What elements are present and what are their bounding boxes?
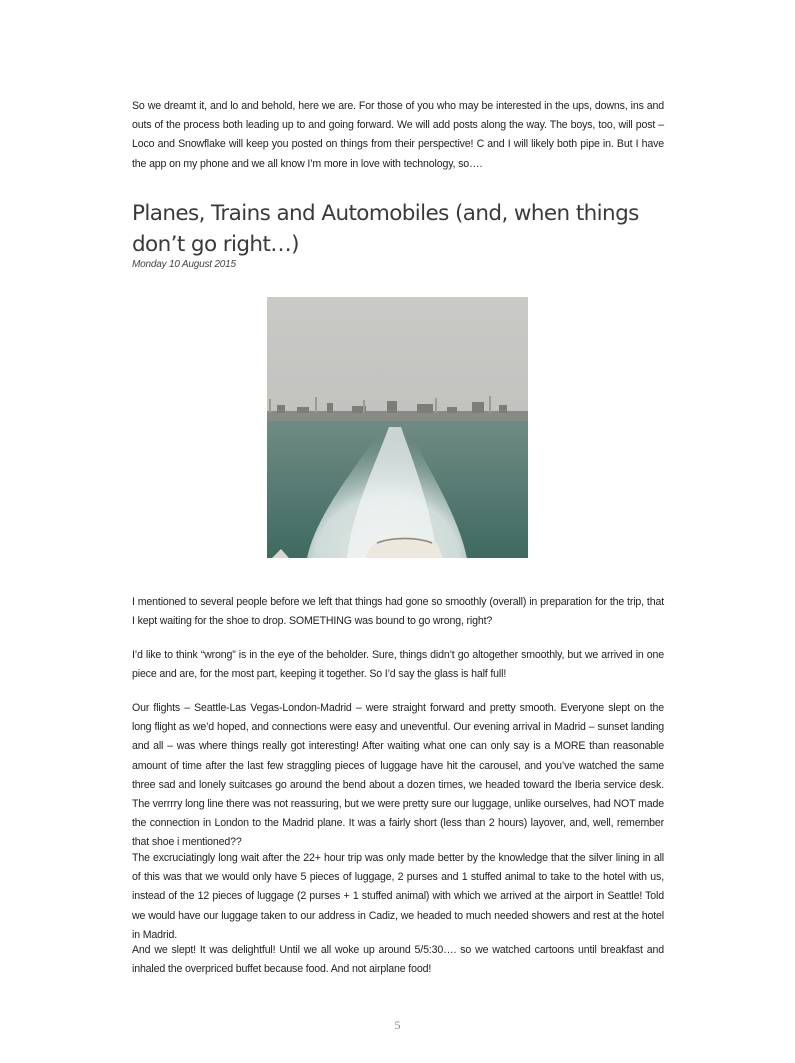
body-paragraph-5: And we slept! It was delightful! Until we all woke up around 5/5:30…. so we watched cartoons until breakfast and inhaled the overpriced buffet because food. And not airplane food! xyxy=(132,944,664,976)
boat-wake-photo xyxy=(267,297,528,558)
body-paragraph-4: The excruciatingly long wait after the 22+ hour trip was only made better by the knowledge that the silver lining in all of this was that we would only have 5 pieces of luggage, 2 purses and 1 stuffed animal to take to the hotel with us, instead of the 12 pieces of luggage (2 purses + 1 stuffed animal) with which we arrived at the airport in Seattle! Told we would have our luggage taken to our address in Cadiz, we headed to much needed showers and rest at the hotel in Madrid. xyxy=(132,852,664,941)
post-date: Monday 10 August 2015 xyxy=(132,259,236,270)
intro-paragraph: So we dreamt it, and lo and behold, here we are. For those of you who may be interested in the ups, downs, ins and outs of the process both leading up to and going forward. We will add posts along the way. The boys, too, will post – Loco and Snowflake will keep you posted on things from their perspective! C and I will likely both pipe in. But I have the app on my phone and we all know I’m more in love with technology, so…. xyxy=(132,100,664,170)
body-paragraph-2: I’d like to think “wrong” is in the eye of the beholder. Sure, things didn’t go altogether smoothly, but we arrived in one piece and are, for the most part, keeping it together. So I’d say the glass is half full! xyxy=(132,649,664,681)
body-paragraph-3: Our flights – Seattle-Las Vegas-London-Madrid – were straight forward and pretty smooth. Everyone slept on the long flight as we’d hoped, and connections were easy and uneventful. Our evening arrival in Madrid – sunset landing and all – was where things really got interesting! After waiting what one can only say is a MORE than reasonable amount of time after the last few straggling pieces of luggage have hit the carousel, and you’ve watched the same three sad and lonely suitcases go around the bend about a dozen times, we headed toward the Iberia service desk. The verrrry long line there was not reassuring, but we were pretty sure our luggage, unlike ourselves, had NOT made the connection in London to the Madrid plane. It was a fairly short (less than 2 hours) layover, and, well, remember that shoe i mentioned?? xyxy=(132,702,664,849)
post-title: Planes, Trains and Automobiles (and, when things don’t go right…) xyxy=(132,201,639,257)
body-paragraph-1: I mentioned to several people before we left that things had gone so smoothly (overall) in preparation for the trip, that I kept waiting for the shoe to drop. SOMETHING was bound to go wrong, right? xyxy=(132,596,664,628)
page-number: 5 xyxy=(394,1018,401,1032)
